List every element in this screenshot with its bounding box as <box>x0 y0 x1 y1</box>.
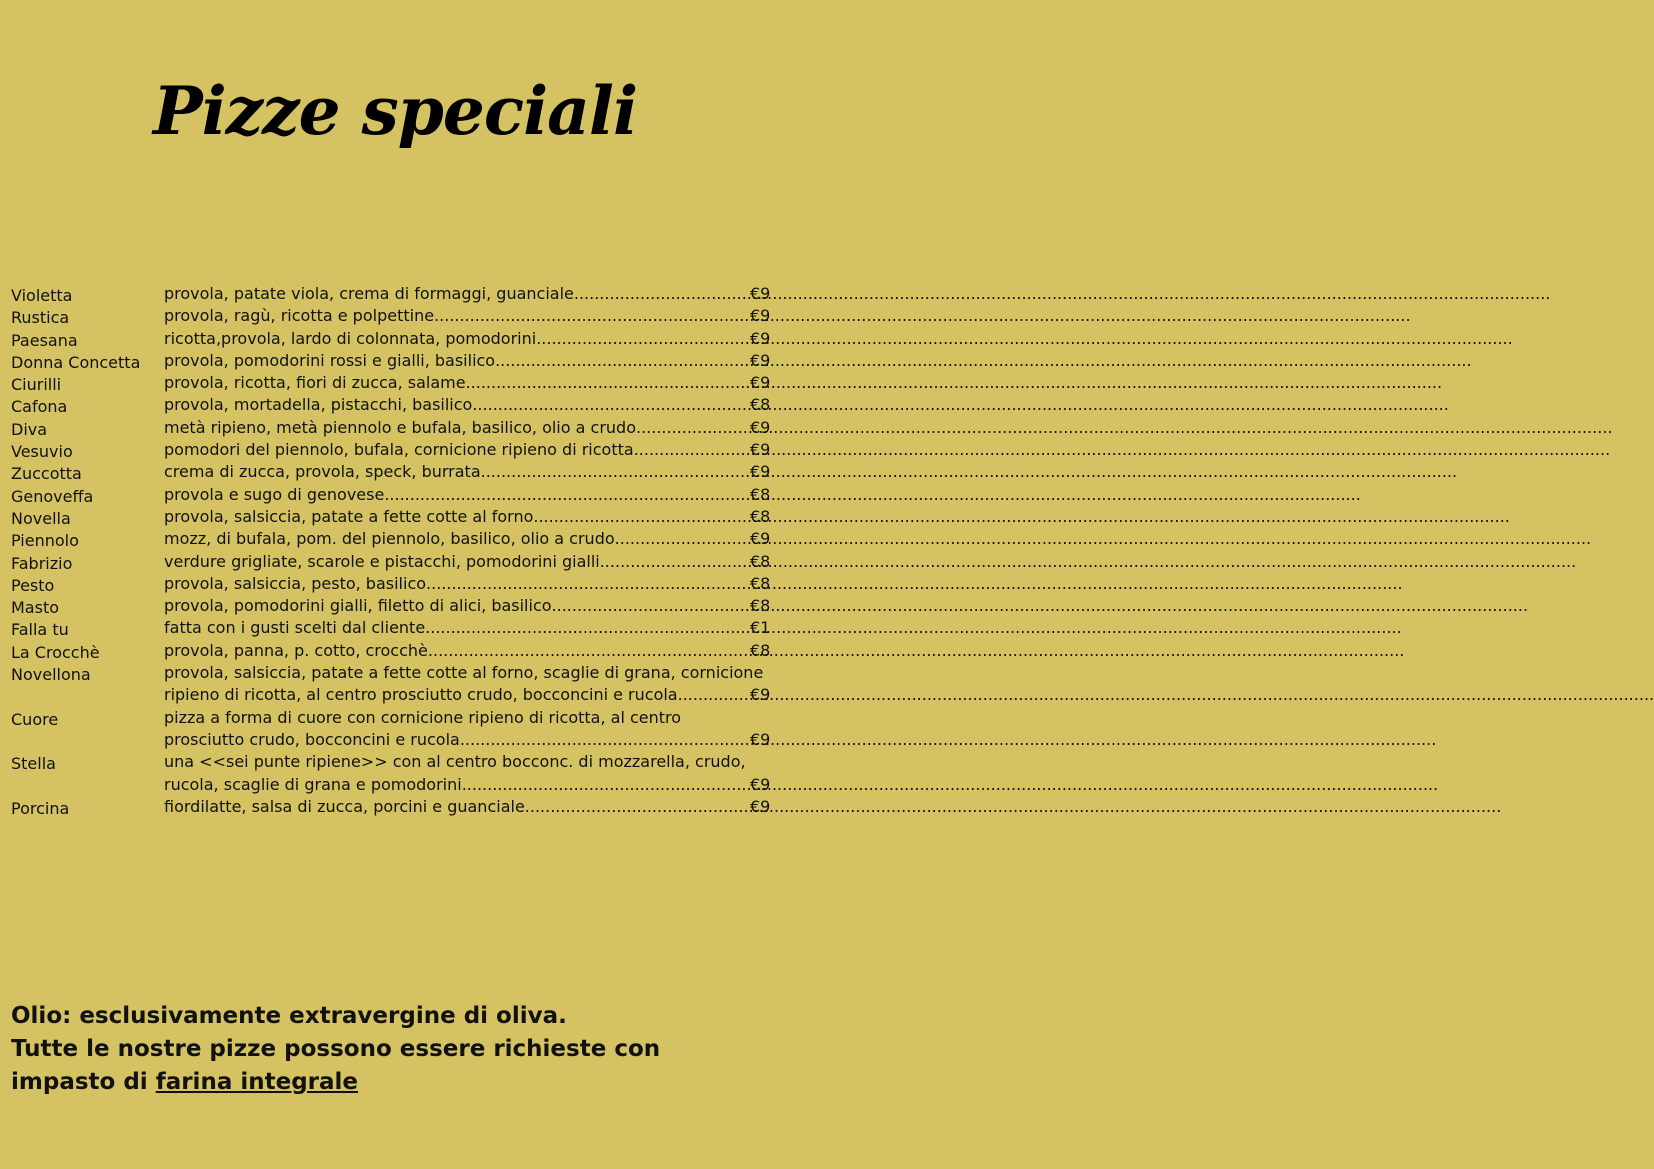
menu-row <box>0 573 771 595</box>
pizza-price: €8 <box>750 640 771 660</box>
dough-note-line: Tutte le nostre pizze possono essere richieste con <box>11 1036 661 1062</box>
ingredients-text: provola, ragù, ricotta e polpettine <box>164 306 435 326</box>
ingredients-line <box>164 707 729 729</box>
dot-leader <box>495 350 1472 372</box>
ingredients-line <box>164 573 729 595</box>
pizza-ingredients <box>164 328 729 350</box>
ingredients-line <box>164 283 729 305</box>
ingredients-line <box>164 528 729 550</box>
pizza-ingredients <box>164 528 729 550</box>
pizza-menu-list <box>0 283 771 818</box>
ingredients-text: provola, pomodorini rossi e gialli, basilico <box>164 350 496 370</box>
pizza-price: €8 <box>750 551 771 571</box>
dot-leader <box>634 439 1611 461</box>
menu-row <box>0 305 771 328</box>
pizza-name: La Crocchè <box>11 642 100 662</box>
dot-leader <box>425 617 1402 639</box>
pizza-name: Cafona <box>11 397 68 417</box>
pizza-ingredients <box>164 283 729 305</box>
pizza-name: Cuore <box>11 709 59 729</box>
pizza-name: Falla tu <box>11 620 69 640</box>
ingredients-text: provola e sugo di genovese <box>164 484 385 504</box>
ingredients-line <box>164 305 729 327</box>
ingredients-text: pizza a forma di cuore con cornicione ripieno di ricotta, al centro <box>164 707 682 727</box>
ingredients-line <box>164 617 729 639</box>
dot-leader <box>525 796 1502 818</box>
menu-row <box>0 751 771 796</box>
pizza-ingredients <box>164 707 729 752</box>
pizza-name: Novellona <box>11 665 91 685</box>
pizza-ingredients <box>164 573 729 595</box>
pizza-ingredients <box>164 551 729 573</box>
pizza-price: €9 <box>750 774 771 794</box>
dot-leader <box>472 394 1449 416</box>
ingredients-line <box>164 506 729 528</box>
ingredients-text: provola, salsiccia, pesto, basilico <box>164 573 427 593</box>
ingredients-text: rucola, scaglie di grana e pomodorini <box>164 774 462 794</box>
pizza-price: €1 <box>750 618 771 638</box>
ingredients-line <box>164 484 729 506</box>
dot-leader <box>428 640 1405 662</box>
menu-row <box>0 350 771 372</box>
pizza-ingredients <box>164 484 729 506</box>
pizza-price: €8 <box>750 573 771 593</box>
menu-row <box>0 417 771 439</box>
ingredients-line <box>164 662 764 684</box>
pizza-ingredients <box>164 617 729 639</box>
dough-note <box>11 1033 751 1099</box>
pizza-ingredients <box>164 751 746 796</box>
ingredients-text: provola, panna, p. cotto, crocchè <box>164 640 428 660</box>
pizza-ingredients <box>164 372 729 394</box>
ingredients-line <box>164 640 729 662</box>
pizza-price: €8 <box>750 484 771 504</box>
ingredients-text: fiordilatte, salsa di zucca, porcini e guanciale <box>164 796 525 816</box>
pizza-name: Porcina <box>11 798 70 818</box>
pizza-price: €9 <box>750 796 771 816</box>
pizza-name: Masto <box>11 598 60 618</box>
pizza-price: €9 <box>750 529 771 549</box>
ingredients-text: fatta con i gusti scelti dal cliente <box>164 618 426 638</box>
ingredients-line <box>164 796 729 818</box>
pizza-name: Zuccotta <box>11 464 82 484</box>
ingredients-line <box>164 350 729 372</box>
menu-row <box>0 484 771 506</box>
ingredients-text: mozz, di bufala, pom. del piennolo, basilico, olio a crudo <box>164 529 615 549</box>
dot-leader <box>462 774 1439 796</box>
menu-row <box>0 506 771 528</box>
pizza-name: Genoveffa <box>11 486 94 506</box>
ingredients-line <box>164 461 729 483</box>
pizza-price: €9 <box>750 685 771 705</box>
ingredients-line <box>164 394 729 416</box>
dot-leader <box>600 551 1577 573</box>
dot-leader <box>384 484 1361 506</box>
ingredients-line <box>164 417 729 439</box>
menu-row <box>0 394 771 417</box>
menu-row <box>0 551 771 573</box>
pizza-price: €8 <box>750 596 771 616</box>
pizza-name: Vesuvio <box>11 442 73 462</box>
pizza-ingredients <box>164 305 729 327</box>
menu-row <box>0 640 771 662</box>
pizza-name: Piennolo <box>11 531 79 551</box>
pizza-name: Pesto <box>11 575 55 595</box>
pizza-name: Novella <box>11 508 71 528</box>
ingredients-text: ripieno di ricotta, al centro prosciutto crudo, bocconcini e rucola <box>164 685 678 705</box>
ingredients-line <box>164 328 729 350</box>
dot-leader <box>434 305 1411 327</box>
ingredients-line <box>164 439 729 461</box>
pizza-price: €8 <box>750 506 771 526</box>
pizza-ingredients <box>164 439 729 461</box>
pizza-name: Stella <box>11 754 56 774</box>
ingredients-text: ricotta,provola, lardo di colonnata, pomodorini <box>164 328 537 348</box>
dot-leader <box>574 283 1551 305</box>
ingredients-text: una <<sei punte ripiene>> con al centro bocconc. di mozzarella, crudo, <box>164 752 746 772</box>
ingredients-text: metà ripieno, metà piennolo e bufala, basilico, olio a crudo <box>164 417 636 437</box>
pizza-price: €9 <box>750 328 771 348</box>
dot-leader <box>536 328 1513 350</box>
footer-notes <box>11 1000 751 1099</box>
pizza-price: €8 <box>750 395 771 415</box>
pizza-price: €9 <box>750 417 771 437</box>
menu-row <box>0 328 771 350</box>
ingredients-text: provola, patate viola, crema di formaggi, guanciale <box>164 284 574 303</box>
dot-leader <box>636 417 1613 439</box>
ingredients-line <box>164 551 729 573</box>
ingredients-text: pomodori del piennolo, bufala, cornicione ripieno di ricotta <box>164 440 634 460</box>
dough-note-prefix: impasto di <box>11 1069 156 1095</box>
oil-note: Olio: esclusivamente extravergine di oliva. <box>11 1003 567 1029</box>
ingredients-line <box>164 684 729 706</box>
ingredients-text: prosciutto crudo, bocconcini e rucola <box>164 729 460 749</box>
menu-row <box>0 283 771 305</box>
pizza-ingredients <box>164 595 729 617</box>
pizza-price: €9 <box>750 284 771 303</box>
dot-leader <box>533 506 1510 528</box>
pizza-ingredients <box>164 662 764 707</box>
ingredients-line <box>164 372 729 394</box>
ingredients-line <box>164 774 729 796</box>
dot-leader <box>552 595 1529 617</box>
menu-row <box>0 662 771 707</box>
dot-leader <box>426 573 1403 595</box>
page-title: Pizze speciali <box>152 72 638 150</box>
menu-row <box>0 707 771 752</box>
ingredients-text: crema di zucca, provola, speck, burrata <box>164 462 481 482</box>
pizza-ingredients <box>164 394 729 416</box>
pizza-price: €9 <box>750 306 771 326</box>
menu-row <box>0 528 771 551</box>
pizza-ingredients <box>164 350 729 372</box>
pizza-price: €9 <box>750 350 771 370</box>
pizza-name: Rustica <box>11 308 70 328</box>
ingredients-text: provola, salsiccia, patate a fette cotte al forno, scaglie di grana, cornicione <box>164 663 764 683</box>
ingredients-line <box>164 751 746 773</box>
pizza-name: Violetta <box>11 286 73 305</box>
pizza-price: €9 <box>750 440 771 460</box>
pizza-name: Donna Concetta <box>11 352 141 372</box>
pizza-name: Diva <box>11 419 48 439</box>
dot-leader <box>466 372 1443 394</box>
dot-leader <box>460 729 1437 751</box>
pizza-name: Ciurilli <box>11 375 62 395</box>
ingredients-text: provola, mortadella, pistacchi, basilico <box>164 395 473 415</box>
pizza-price: €9 <box>750 462 771 482</box>
dot-leader <box>481 461 1458 483</box>
whole-wheat-flour-label: farina integrale <box>155 1069 359 1095</box>
ingredients-line <box>164 595 729 617</box>
pizza-ingredients <box>164 506 729 528</box>
ingredients-text: verdure grigliate, scarole e pistacchi, pomodorini gialli <box>164 551 600 571</box>
menu-row <box>0 439 771 462</box>
pizza-price: €9 <box>750 729 771 749</box>
pizza-name: Paesana <box>11 330 78 350</box>
menu-row <box>0 595 771 618</box>
ingredients-text: provola, salsiccia, patate a fette cotte al forno <box>164 506 534 526</box>
dot-leader <box>678 684 1654 706</box>
pizza-ingredients <box>164 640 729 662</box>
menu-row <box>0 461 771 484</box>
pizza-ingredients <box>164 417 729 439</box>
ingredients-text: provola, pomodorini gialli, filetto di alici, basilico <box>164 596 552 616</box>
menu-row <box>0 372 771 395</box>
ingredients-line <box>164 729 729 751</box>
pizza-ingredients <box>164 796 729 818</box>
ingredients-text: provola, ricotta, fiori di zucca, salame <box>164 373 466 393</box>
menu-row <box>0 617 771 640</box>
pizza-ingredients <box>164 461 729 483</box>
pizza-name: Fabrizio <box>11 553 73 573</box>
pizza-price: €9 <box>750 373 771 393</box>
menu-row <box>0 796 771 818</box>
